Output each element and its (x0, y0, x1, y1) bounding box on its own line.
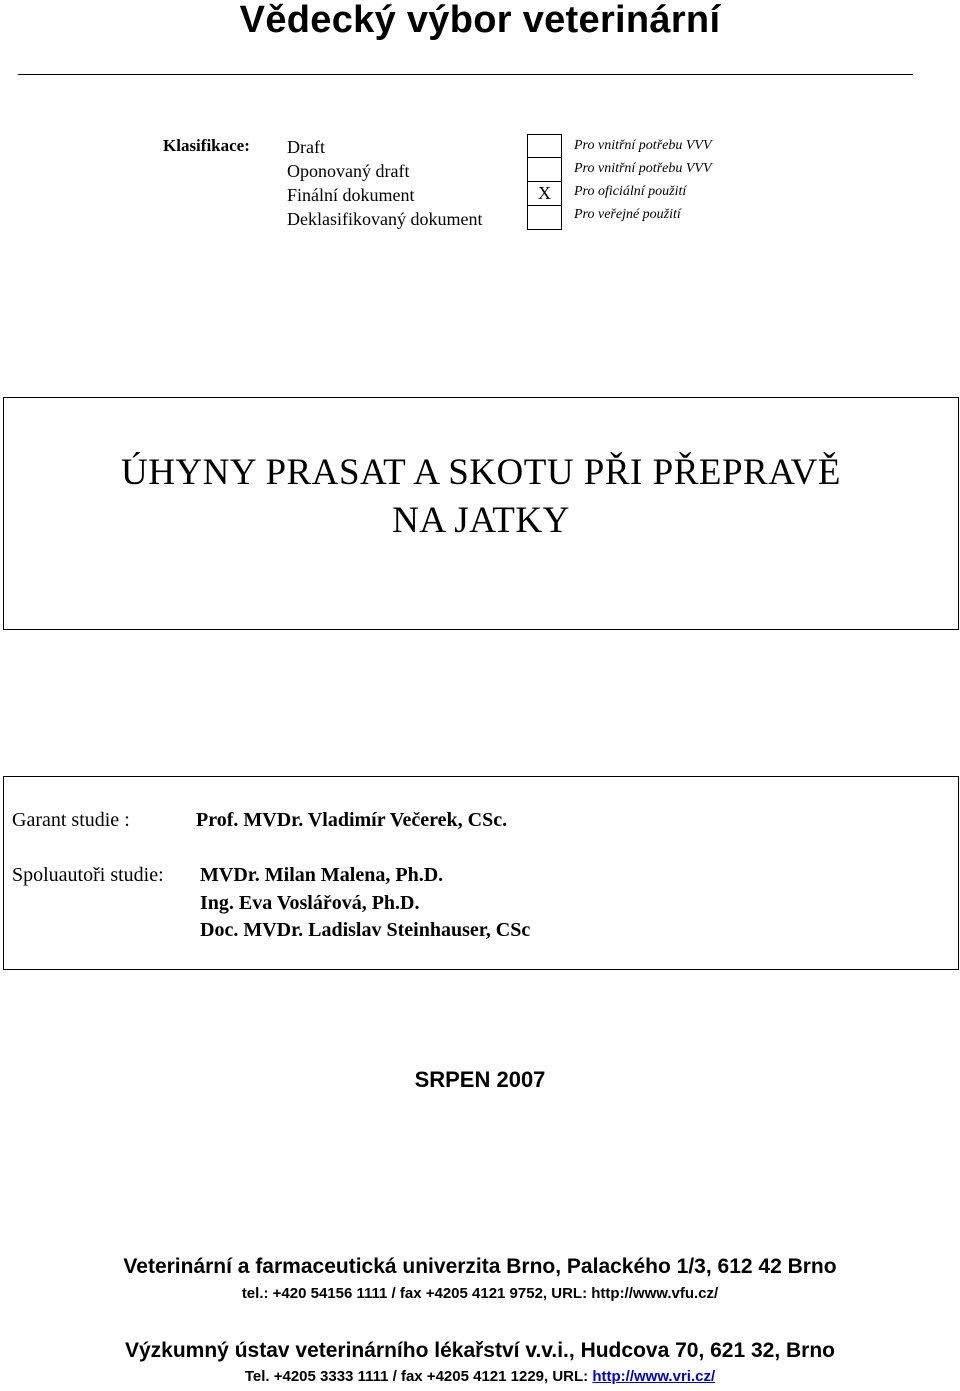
study-title-line-1: ÚHYNY PRASAT A SKOTU PŘI PŘEPRAVĚ (120, 452, 842, 493)
coauthor-3: Doc. MVDr. Ladislav Steinhauser, CSc (200, 919, 531, 941)
institute-url-link[interactable]: http://www.vri.cz/ (592, 1368, 716, 1385)
usage-item-public: Pro veřejné použití (574, 207, 681, 222)
study-title-line-2: NA JATKY (392, 500, 570, 541)
usage-item-official: Pro oficiální použití (574, 184, 687, 199)
classification-checkbox-reviewed-draft (527, 158, 562, 182)
usage-item-internal-2: Pro vnitřní potřebu VVV (574, 161, 712, 176)
guarantor-label: Garant studie : (12, 809, 130, 831)
university-url-link[interactable]: http://www.vfu.cz/ (591, 1285, 719, 1302)
university-address: Veterinární a farmaceutická univerzita Brno, Palackého 1/3, 612 42 Brno (123, 1255, 837, 1278)
usage-item-internal-1: Pro vnitřní potřebu VVV (574, 138, 712, 153)
institute-contact (0, 1367, 960, 1387)
study-title (4, 449, 958, 545)
classification-item-declassified: Deklasifikovaný dokument (287, 209, 483, 229)
guarantor-name: Prof. MVDr. Vladimír Večerek, CSc. (196, 809, 508, 831)
publication-date: SRPEN 2007 (414, 1067, 546, 1092)
classification-item-final: Finální dokument (287, 185, 415, 205)
coauthors-label: Spoluautoři studie: (12, 864, 164, 886)
university-contact-text: tel.: +420 54156 1111 / fax +4205 4121 9752, URL: (241, 1285, 592, 1302)
classification-checkbox-final: X (527, 182, 562, 206)
institute-address: Výzkumný ústav veterinárního lékařství v.v.i., Hudcova 70, 621 32, Brno (124, 1339, 836, 1362)
coauthor-2: Ing. Eva Voslářová, Ph.D. (200, 892, 420, 914)
classification-item-draft: Draft (287, 137, 325, 157)
classification-item-reviewed-draft: Oponovaný draft (287, 161, 410, 181)
title-divider (18, 74, 913, 75)
classification-checkbox-declassified (527, 206, 562, 230)
authors-box (3, 776, 959, 970)
classification-label: Klasifikace: (163, 136, 250, 155)
page-title: Vědecký výbor veterinární (239, 0, 721, 41)
classification-checkbox-draft (527, 134, 562, 158)
coauthor-1: MVDr. Milan Malena, Ph.D. (200, 864, 444, 886)
university-contact (0, 1284, 960, 1304)
institute-contact-text: Tel. +4205 3333 1111 / fax +4205 4121 1229, URL: (244, 1368, 593, 1385)
study-title-box (3, 397, 959, 630)
